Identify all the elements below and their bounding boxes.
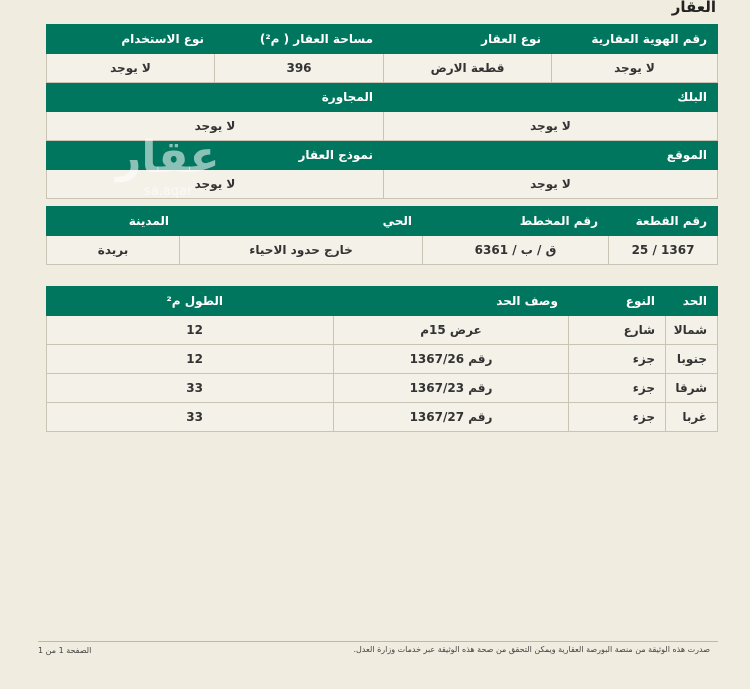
header-city: المدينة [47, 207, 180, 236]
value-property-type: قطعة الارض [384, 54, 552, 83]
boundary-description: رقم 1367/26 [334, 345, 569, 374]
table-row [47, 374, 718, 403]
table-row [47, 345, 718, 374]
value-city: بريدة [47, 236, 180, 265]
header-row [47, 207, 718, 236]
value-row [47, 170, 718, 199]
value-plan-number: ق / ب / 6361 [423, 236, 609, 265]
value-neighborhood-unit: لا يوجد [47, 112, 384, 141]
footer-divider [38, 641, 718, 642]
value-block: لا يوجد [384, 112, 718, 141]
header-row [47, 141, 718, 170]
value-usage-type: لا يوجد [47, 54, 215, 83]
page-number: الصفحة 1 من 1 [38, 646, 92, 655]
table-row [47, 316, 718, 345]
header-plan-number: رقم المخطط [423, 207, 609, 236]
header-row [47, 83, 718, 112]
value-plot-number: 1367 / 25 [609, 236, 718, 265]
boundaries-table [46, 286, 718, 432]
boundary-description: رقم 1367/27 [334, 403, 569, 432]
header-district: الحي [180, 207, 423, 236]
header-boundary: الحد [666, 287, 718, 316]
boundary-type: شارع [569, 316, 666, 345]
boundary-direction: غربا [666, 403, 718, 432]
value-row [47, 112, 718, 141]
section-title: العقار [671, 0, 716, 16]
header-plot-number: رقم القطعة [609, 207, 718, 236]
header-property-model: نموذج العقار [47, 141, 384, 170]
table-row [47, 403, 718, 432]
boundary-direction: جنوبا [666, 345, 718, 374]
value-row [47, 54, 718, 83]
value-property-model: لا يوجد [47, 170, 384, 199]
value-location: لا يوجد [384, 170, 718, 199]
value-property-area: 396 [215, 54, 384, 83]
property-info-table [46, 24, 718, 199]
header-property-type: نوع العقار [384, 25, 552, 54]
header-usage-type: نوع الاستخدام [47, 25, 215, 54]
boundary-type: جزء [569, 345, 666, 374]
boundary-length: 33 [47, 403, 334, 432]
boundary-description: عرض 15م [334, 316, 569, 345]
header-neighborhood-unit: المجاورة [47, 83, 384, 112]
footer-note: صدرت هذه الوثيقة من منصة البورصة العقارية ويمكن التحقق من صحة هذه الوثيقة عبر خدمات وزارة العدل. [353, 645, 710, 654]
header-property-id: رقم الهوية العقارية [552, 25, 718, 54]
watermark-domain: sa.aqar [144, 184, 193, 199]
boundary-type: جزء [569, 374, 666, 403]
header-location: الموقع [384, 141, 718, 170]
value-district: خارج حدود الاحياء [180, 236, 423, 265]
boundary-type: جزء [569, 403, 666, 432]
boundary-description: رقم 1367/23 [334, 374, 569, 403]
header-type: النوع [569, 287, 666, 316]
watermark-logo-text: عقار [116, 132, 220, 183]
header-length: الطول م² [47, 287, 334, 316]
value-property-id: لا يوجد [552, 54, 718, 83]
boundary-length: 33 [47, 374, 334, 403]
plot-info-table [46, 206, 718, 265]
header-block: البلك [384, 83, 718, 112]
boundary-direction: شمالا [666, 316, 718, 345]
header-row [47, 25, 718, 54]
boundary-length: 12 [47, 345, 334, 374]
value-row [47, 236, 718, 265]
boundary-length: 12 [47, 316, 334, 345]
boundary-direction: شرقا [666, 374, 718, 403]
header-property-area: مساحة العقار ( م²) [215, 25, 384, 54]
header-row [47, 287, 718, 316]
header-boundary-description: وصف الحد [334, 287, 569, 316]
